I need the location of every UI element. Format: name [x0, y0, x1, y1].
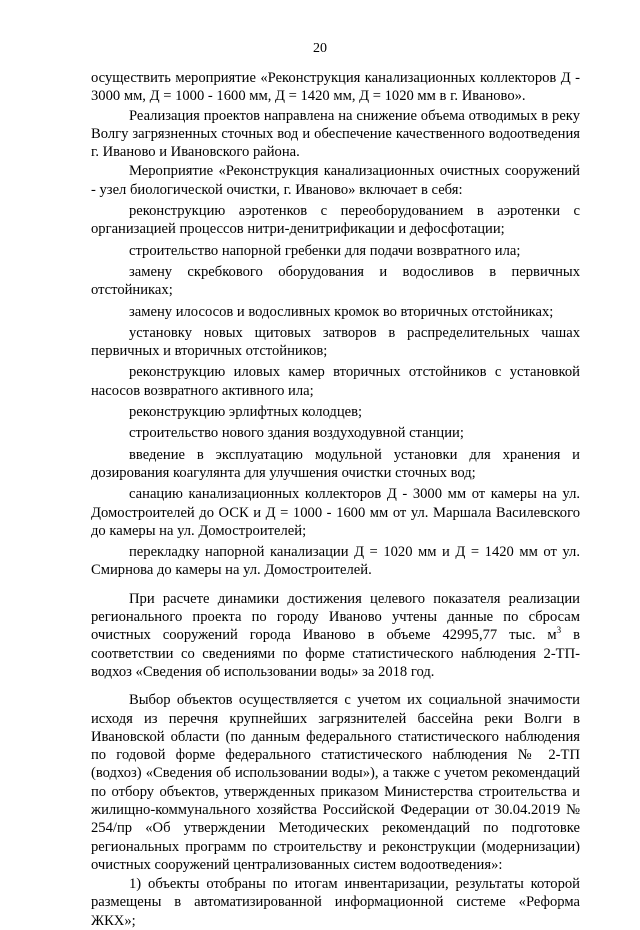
cubic-superscript: 3: [556, 625, 562, 636]
indicator-text-after: в соответствии со сведениями по форме статистического наблюдения 2-ТП-водхоз «Сведения об использовании воды» за 2018 год.: [91, 627, 580, 680]
list-item-blower-station: строительство нового здания воздуходувной станции;: [129, 425, 464, 442]
paragraph-indicator-calculation: [91, 590, 580, 681]
list-item-pressure-sewer: перекладку напорной канализации Д = 1020 мм и Д = 1420 мм от ул. Смирнова до камеры на ул. Домостроителей.: [91, 544, 580, 579]
page-number: 20: [313, 41, 327, 56]
paragraph-project-goal: Реализация проектов направлена на снижение объема отводимых в реку Волгу загрязненных сточных вод и обеспечение качественного водоотведения г. Иваново и Ивановского района.: [91, 107, 580, 161]
list-item-pressure-comb: строительство напорной гребенки для подачи возвратного ила;: [129, 242, 521, 259]
list-item-scraper-equipment: замену скребкового оборудования и водосливов в первичных отстойниках;: [91, 263, 580, 299]
list-item-sludge-pumps: замену илососов и водосливных кромок во вторичных отстойниках;: [129, 303, 554, 320]
list-item-gate-valves: установку новых щитовых затворов в распределительных чашах первичных и вторичных отстойников;: [91, 324, 580, 360]
list-item-aerotanks: реконструкцию аэротенков с переоборудованием в аэротенки с организацией процессов нитри-денитрификации и дефосфотации;: [91, 203, 580, 238]
indicator-text-before: При расчете динамики достижения целевого показателя реализации регионального проекта по городу Иваново учтены данные по сбросам очистных сооружений города Иваново в объеме 42995,77 тыс. м: [91, 590, 580, 644]
list-item-inventory-objects: 1) объекты отобраны по итогам инвентаризации, результаты которой размещены в автоматизированной информационной системе «Реформа ЖКХ»;: [91, 876, 580, 929]
list-item-sludge-chambers: реконструкцию иловых камер вторичных отстойников с установкой насосов возвратного активного ила;: [91, 364, 580, 399]
paragraph-object-selection: Выбор объектов осуществляется с учетом их социальной значимости исходя из перечня крупнейших загрязнителей бассейна реки Волги в Ивановской области (по данным федерального статистического наблюдения по годовой форме федерального статистического наблюдения № 2-ТП (водхоз) «Сведения об использовании воды»), а также с учетом рекомендаций по отбору объектов, утвержденных приказом Министерства строительства и жилищно-коммунального хозяйства Российской Федерации от 30.04.2019 № 254/пр «Об утверждении Методических рекомендаций по подготовке региональных программ по строительству и реконструкции (модернизации) очистных сооружений централизованных систем водоотведения»:: [91, 692, 580, 873]
list-item-coagulant-unit: введение в эксплуатацию модульной установки для хранения и дозирования коагулянта для улучшения очистки сточных вод;: [91, 446, 580, 481]
paragraph-collector-reconstruction: осуществить мероприятие «Реконструкция канализационных коллекторов Д - 3000 мм, Д = 1000 - 1600 мм, Д = 1420 мм, Д = 1020 мм в г. Иваново».: [91, 70, 580, 105]
document-body: [91, 69, 580, 930]
paragraph-measure-intro: Мероприятие «Реконструкция канализационных очистных сооружений - узел биологической очистки, г. Иваново» включает в себя:: [91, 163, 580, 198]
list-item-airlift-wells: реконструкцию эрлифтных колодцев;: [129, 404, 363, 421]
list-item-collector-sanation: санацию канализационных коллекторов Д - 3000 мм от камеры на ул. Домостроителей до ОСК и Д = 1000 - 1600 мм от ул. Маршала Василевского до камеры на ул. Домостроителей;: [91, 486, 580, 539]
